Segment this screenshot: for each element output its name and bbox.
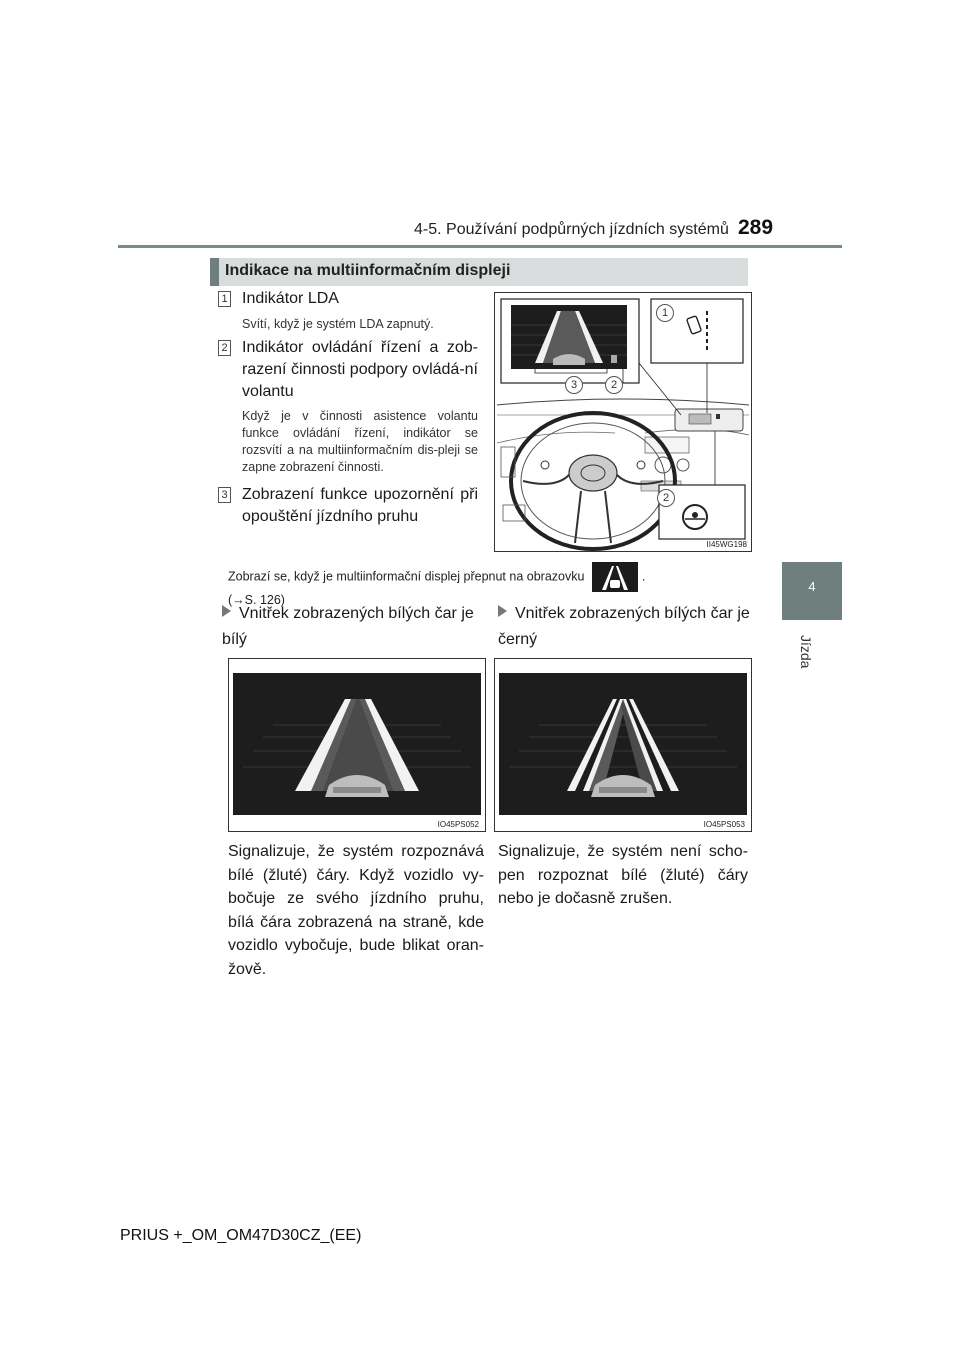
item-title: Indikátor ovládání řízení a zob-razení činnosti podpory ovládá-ní volantu [242,339,478,400]
chapter-tab [782,562,842,620]
item-title: Zobrazení funkce upozornění při opouštění jízdního pruhu [242,486,478,525]
column-body-text: Signalizuje, že systém rozpoznává bílé (žluté) čáry. Když vozidlo vy-bočuje ze svého jízdního pruhu, bílá čára zobrazená na straně, kde vozidlo vybočuje, bude blikat oran-žově. [228,843,484,978]
display-screen [233,673,481,815]
callout-2: 2 [605,376,623,394]
column-heading-text: Vnitřek zobrazených bílých čar je bílý [222,605,474,648]
note-period: . [641,569,646,584]
figure-code: IO45PS053 [703,820,745,829]
dashboard-drawing [495,293,751,551]
page-number: 289 [738,216,774,239]
callout-2-steering: 2 [657,489,675,507]
chapter-label-text: Jízda [798,635,814,669]
item-description: Když je v činnosti asistence volantu funkce ovládání řízení, indikátor se rozsvítí a na multiinformačním dis-pleji se zapne zobrazení činnosti. [242,409,478,474]
item-title: Indikátor LDA [242,290,339,307]
figure-code: IO45PS052 [437,820,479,829]
lane-departure-icon [592,562,638,592]
column-heading-text: Vnitřek zobrazených bílých čar je černý [498,605,750,648]
column-heading [222,601,484,653]
item-description: Svítí, když je systém LDA zapnutý. [242,317,434,331]
header-divider [118,245,842,248]
chapter-label [774,635,834,675]
section-heading [210,258,748,286]
page-reference: (→S. 126) [228,593,285,607]
section-heading-text: Indikace na multiinformačním displeji [225,262,511,279]
display-illustration-black [494,658,752,832]
column-heading [498,601,750,653]
item-number-badge: 2 [218,340,231,356]
column-body-text: Signalizuje, že systém není scho-pen rozpoznat bílé (žluté) čáry nebo je dočasně zrušen. [498,843,748,907]
note-text: Zobrazí se, když je multiinformační displej přepnut na obrazovku [228,569,585,584]
callout-1: 1 [656,304,674,322]
display-screen [499,673,747,815]
item-number-badge: 3 [218,487,231,503]
figure-code: II45WG198 [706,540,747,549]
document-code: PRIUS +_OM_OM47D30CZ_(EE) [120,1227,362,1244]
display-illustration-white [228,658,486,832]
dashboard-illustration [494,292,752,552]
item-number-badge: 1 [218,291,231,307]
section-heading-marker [210,258,219,286]
callout-3: 3 [565,376,583,394]
running-header: 4-5. Používání podpůrných jízdních systémů [414,221,729,238]
triangle-bullet-icon [498,605,507,617]
chapter-number: 4 [808,579,816,594]
triangle-bullet-icon [222,605,231,617]
